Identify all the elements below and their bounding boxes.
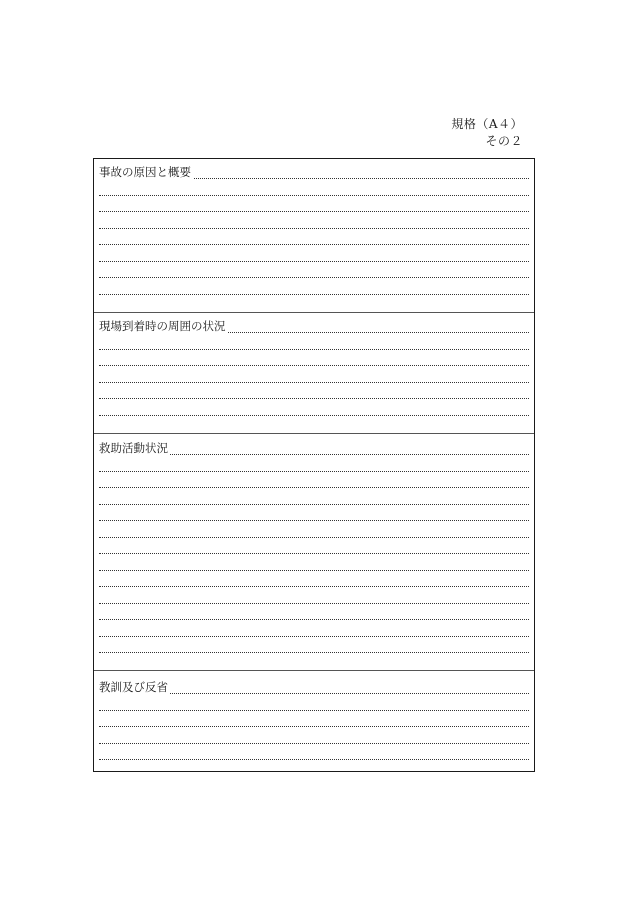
writing-line [99,211,529,212]
section-title: 教訓及び反省 [99,680,168,694]
writing-line [99,619,529,620]
document-spec-header [420,116,523,150]
writing-line [99,603,529,604]
writing-line [99,349,529,350]
writing-line [99,277,529,278]
section-title: 現場到着時の周囲の状況 [99,319,226,333]
section-lessons-and-reflection [94,670,534,773]
writing-line [99,759,529,760]
writing-line [99,294,529,295]
page-label: その２ [485,134,523,148]
writing-line [99,365,529,366]
writing-line [99,586,529,587]
writing-line [99,244,529,245]
spec-label: 規格（A４） [451,117,523,131]
section-site-conditions-on-arrival [94,312,534,433]
writing-line [99,504,529,505]
writing-line [99,520,529,521]
writing-line [99,382,529,383]
writing-line [99,415,529,416]
section-accident-cause-summary [94,159,534,312]
writing-line [99,570,529,571]
section-title: 救助活動状況 [99,441,168,455]
writing-line [99,471,529,472]
writing-line [99,261,529,262]
section-rescue-activity [94,433,534,670]
writing-line [99,743,529,744]
writing-line [99,636,529,637]
report-form-table [93,158,535,772]
writing-line [99,553,529,554]
writing-line [99,537,529,538]
writing-line [99,652,529,653]
writing-line [99,710,529,711]
section-title: 事故の原因と概要 [99,165,191,179]
writing-line [99,487,529,488]
writing-line [99,726,529,727]
writing-line [99,228,529,229]
writing-line [99,195,529,196]
writing-line [99,398,529,399]
